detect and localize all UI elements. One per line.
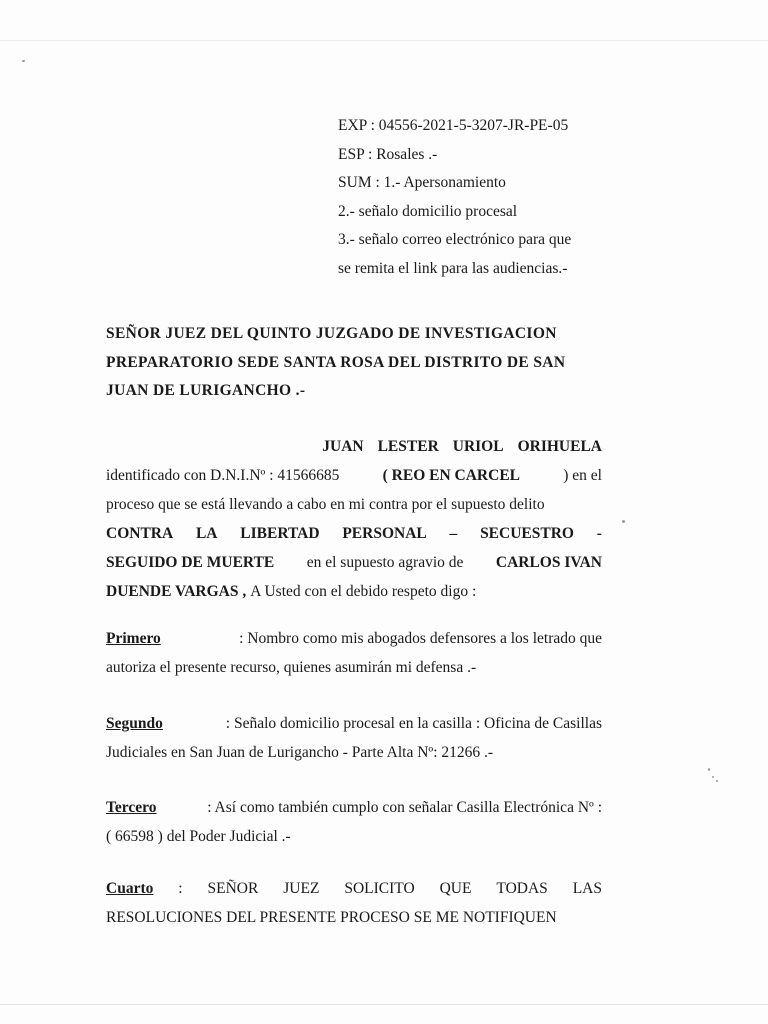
intro-line-3 [106,490,602,519]
cuarto-paragraph [106,874,602,932]
cuarto-word: QUE [439,880,472,897]
scan-speck [22,60,25,62]
crime-word: – [449,525,458,542]
cuarto-line-1 [106,874,602,903]
crime-word: CONTRA [106,525,174,542]
primero-label: Primero [106,630,161,647]
segundo-label: Segundo [106,715,163,732]
defendant-name [106,432,602,461]
addressee-block [106,320,606,406]
scan-speck [708,768,710,771]
intro-text-3: proceso que se está llevando a cabo en mi contra por el supuesto delito [106,496,545,513]
intro-line-6 [106,577,602,606]
primero-text-1: : Nombro como mis abogados defensores a los letrado que [239,630,602,647]
page-top-edge [0,40,768,41]
scan-speck [622,520,625,523]
cuarto-word: : [178,880,183,897]
crime-word: SECUESTRO [480,525,574,542]
addressee-text-3: JUAN DE LURIGANCHO .- [106,382,306,399]
crime-word: LA [195,525,218,542]
addressee-line-2 [106,349,606,378]
addressee-text-2: PREPARATORIO SEDE SANTA ROSA DEL DISTRITO DE SAN [106,353,566,371]
cuarto-word: TODAS [496,880,548,897]
segundo-text-1: : Señalo domicilio procesal en la casilla : Oficina de Casillas [225,715,602,732]
name-word: JUAN [322,438,364,455]
segundo-line-1 [106,709,602,738]
status-text: ( REO EN CARCEL [382,467,520,484]
addressee-line-1 [106,320,606,349]
primero-paragraph [106,624,602,682]
tercero-paragraph [106,793,602,851]
cuarto-word: JUEZ [283,880,320,897]
tercero-line-2 [106,822,602,851]
primero-text-2: autoriza el presente recurso, quienes asumirán mi defensa .- [106,659,477,676]
primero-line-1 [106,624,602,653]
segundo-paragraph [106,709,602,767]
segundo-line-2 [106,738,602,767]
scan-speck [716,780,718,782]
cuarto-line-2 [106,903,602,932]
crime-line [106,519,602,548]
cuarto-label: Cuarto [106,880,154,897]
segundo-text-2: Judiciales en San Juan de Lurigancho - Parte Alta Nº: 21266 .- [106,744,494,761]
summary-line-3b: se remita el link para las audiencias.- [338,259,568,277]
dni-text: identificado con D.N.I.Nº : 41566685 [106,467,340,484]
name-word: LESTER [377,438,439,455]
tercero-text-1: : Así como también cumplo con señalar Casilla Electrónica Nº : [207,799,602,816]
summary-line-2: 2.- señalo domicilio procesal [338,202,518,220]
name-word: ORIHUELA [517,438,602,455]
intro-line-2 [106,461,602,490]
case-number: EXP : 04556-2021-5-3207-JR-PE-05 [338,117,569,134]
victim-name-2: DUENDE VARGAS , [106,583,247,600]
cuarto-word: SEÑOR [207,880,259,897]
case-specialist: ESP : Rosales .- [338,145,438,163]
page-bottom-edge [0,1004,768,1005]
tercero-line-1 [106,793,602,822]
primero-line-2 [106,653,602,682]
intro-paragraph [106,432,602,606]
summary-line-1: SUM : 1.- Apersonamiento [338,174,506,191]
intro-text-5: en el supuesto agravio de [306,554,464,571]
case-header [338,112,638,283]
addressee-line-3 [106,377,606,406]
intro-line-2-end: ) en el [563,467,602,484]
victim-name-1: CARLOS IVAN [495,554,602,571]
name-word: URIOL [452,438,504,455]
tercero-text-2: ( 66598 ) del Poder Judicial .- [106,828,291,845]
intro-text-6: A Usted con el debido respeto digo : [250,583,477,600]
crime-word: LIBERTAD [240,525,320,542]
cuarto-word: SOLICITO [344,880,415,897]
tercero-label: Tercero [106,799,157,816]
cuarto-text-2: RESOLUCIONES DEL PRESENTE PROCESO SE ME NOTIFIQUEN [106,909,557,926]
cuarto-word: LAS [572,880,602,897]
scan-speck [712,776,714,778]
crime-word: PERSONAL [342,525,427,542]
summary-line-3a: 3.- señalo correo electrónico para que [338,231,572,248]
addressee-text-1: SEÑOR JUEZ DEL QUINTO JUZGADO DE INVESTIGACION [106,325,557,342]
intro-line-5 [106,548,602,577]
crime-continuation: SEGUIDO DE MUERTE [106,554,275,571]
crime-word: - [596,525,602,542]
